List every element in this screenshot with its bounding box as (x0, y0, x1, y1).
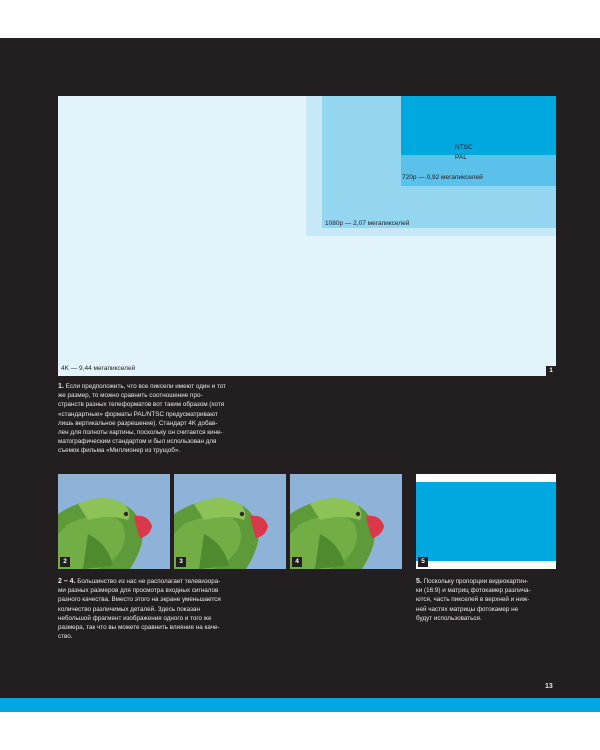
figure-number-3: 3 (176, 557, 186, 567)
figure-number-4: 4 (292, 557, 302, 567)
caption-line: ство. (58, 633, 73, 641)
caption-line: Поскольку пропорции видеокартин- (421, 578, 529, 585)
bottom-accent-bar (0, 698, 600, 712)
caption-number: 1. (58, 383, 64, 390)
caption-line: «стандартные» форматы PAL/NTSC предусматривают (58, 410, 218, 418)
label-pal: PAL (455, 154, 467, 161)
caption-line: разного качества. Вместо этого на экране уменьшается (58, 596, 221, 604)
caption-line: ми разных размеров для просмотра входных сигналов (58, 587, 219, 595)
label-ntsc: NTSC (455, 144, 473, 151)
unused-pixels-bottom (416, 561, 556, 569)
caption-line: Если предположить, что все пиксели имеют один и тот (63, 383, 226, 390)
parrot-photo-2 (58, 474, 170, 569)
caption-figures-2-4 (58, 577, 288, 641)
figure-number-1: 1 (546, 366, 556, 376)
caption-line: съемок фильма «Миллионер из трущоб». (58, 447, 181, 455)
caption-line: будут использоваться. (416, 614, 482, 622)
unused-pixels-top (416, 474, 556, 482)
caption-figure-1 (58, 382, 288, 456)
caption-line: размера, так что вы можете сравнить влияние на каче- (58, 624, 220, 632)
label-720p: 720p — 0,92 мегапикселей (402, 174, 483, 181)
caption-line: ются, часть пикселей в верхней и ниж- (416, 596, 530, 604)
aspect-ratio-diagram (416, 474, 556, 569)
label-4k: 4K — 9,44 мегапикселей (61, 365, 136, 372)
parrot-photo-3 (174, 474, 286, 569)
figure-number-2: 2 (60, 557, 70, 567)
caption-line: лишь вертикальное разрешение). Стандарт 4K добав- (58, 419, 218, 427)
label-1080p: 1080p — 2,07 мегапикселей (325, 220, 410, 227)
caption-line: же размер, то можно сравнить соотношение про- (58, 392, 203, 400)
page-number: 13 (545, 683, 553, 690)
caption-line: странств разных телеформатов вот таким образом (хотя (58, 401, 225, 409)
caption-line: матографическим стандартом и был использован для (58, 438, 217, 446)
caption-figure-5 (416, 577, 576, 623)
caption-line: ней частях матрицы фотокамер не (416, 605, 519, 613)
figure-number-5: 5 (418, 557, 428, 567)
caption-line: количество различимых деталей. Здесь показан (58, 605, 200, 613)
caption-number: 2 – 4. (58, 578, 76, 585)
parrot-photo-4 (290, 474, 402, 569)
resolution-comparison-diagram (58, 96, 556, 376)
caption-line: лен для полноты картины, поскольку он считается кине- (58, 429, 223, 437)
caption-line: ки (16:9) и матриц фотокамер различа- (416, 587, 531, 595)
caption-number: 5. (416, 578, 422, 585)
caption-line: небольшой фрагмент изображения одного и того же (58, 614, 212, 622)
caption-line: Большинство из нас не располагает телевизора- (75, 578, 221, 585)
area-ntsc (401, 96, 556, 155)
